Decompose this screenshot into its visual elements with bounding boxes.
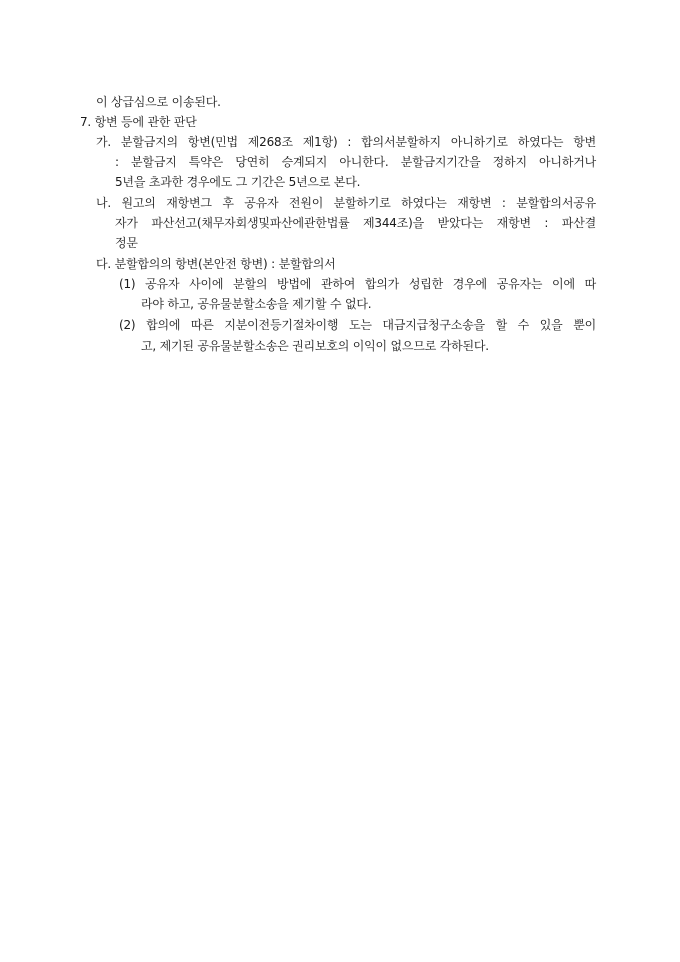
item-na-line-2: 자가 파산선고(채무자회생및파산에관한법률 제344조)을 받았다는 재항변 : 파산결: [115, 216, 596, 230]
item-na-line-3: 정문: [115, 236, 138, 250]
item-ga-line-1: 가. 분할금지의 항변(민법 제268조 제1항) : 합의서분할하지 아니하기로 하였다는 항변: [96, 135, 596, 149]
subitem-1-line-1: (1) 공유자 사이에 분할의 방법에 관하여 합의가 성립한 경우에 공유자는 이에 따: [119, 277, 596, 291]
item-da-heading: 다. 분할합의의 항변(본안전 항변) : 분할합의서: [96, 257, 336, 271]
continuation-line: 이 상급심으로 이송된다.: [96, 95, 221, 109]
subitem-2-line-1: (2) 합의에 따른 지분이전등기절차이행 도는 대금지급청구소송을 할 수 있을 뿐이: [119, 318, 596, 332]
subitem-2-line-2: 고, 제기된 공유물분할소송은 권리보호의 이익이 없으므로 각하된다.: [141, 339, 489, 353]
item-na-line-1: 나. 원고의 재항변그 후 공유자 전원이 분할하기로 하였다는 재항변 : 분할합의서공유: [96, 196, 596, 210]
item-ga-line-3: 5년을 초과한 경우에도 그 기간은 5년으로 본다.: [115, 175, 361, 189]
subitem-1-line-2: 라야 하고, 공유물분할소송을 제기할 수 없다.: [141, 297, 372, 311]
item-ga-line-2: : 분할금지 특약은 당연히 승계되지 아니한다. 분할금지기간을 정하지 아니하거나: [115, 155, 596, 169]
section-heading: 7. 항변 등에 관한 판단: [80, 115, 197, 129]
